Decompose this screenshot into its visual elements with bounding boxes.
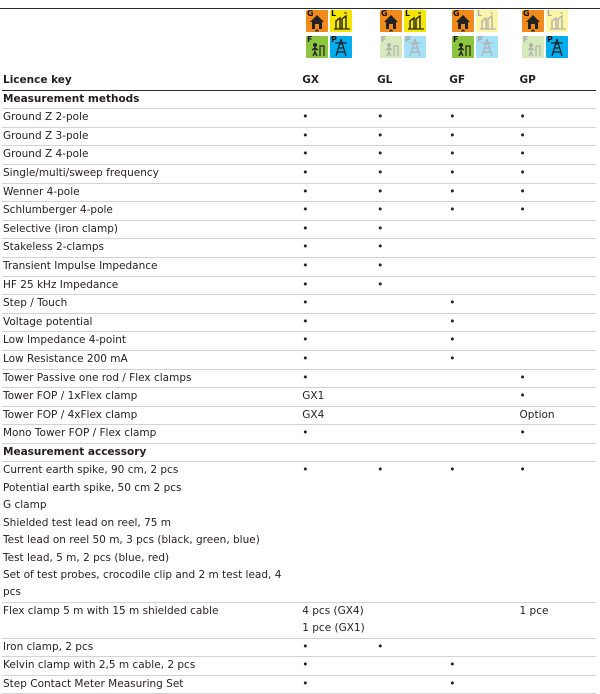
gf-cell [448,425,518,444]
table-row [2,220,596,239]
gp-cell [519,295,596,314]
row-label: Single/multi/sweep frequency [3,166,159,179]
gx-cell: • [302,640,309,653]
gp-cell [519,276,596,295]
licence-table [2,72,596,694]
gp-cell [519,332,596,351]
row-label: Step Contact Meter Measuring Set [3,677,184,690]
section-title: Measurement accessory [3,445,147,458]
gx-cell: • [302,259,309,272]
section-measurement-methods [2,90,596,109]
row-label: Step / Touch [3,297,68,310]
icon-letter: F [381,35,387,44]
gf-cell [448,388,518,407]
gx-cell [301,602,376,638]
gl-cell: • [377,464,384,477]
row-label: Iron clamp, 2 pcs [3,640,94,653]
gf-cell [448,239,518,258]
gl-cell: • [377,259,384,272]
ground-icon [380,10,402,32]
row-label: Ground Z 3-pole [3,129,89,142]
gx-cell: GX4 [302,408,325,421]
gp-cell: • [519,204,526,217]
gp-cell [519,313,596,332]
icon-letter: L [405,9,411,18]
gp-cell [519,239,596,258]
icon-letter: G [307,9,314,18]
gl-cell: • [377,129,384,142]
gf-cell: • [449,185,456,198]
gx-cell-line: 4 pcs (GX4) [302,604,364,617]
gp-cell [519,257,596,276]
line-icon [404,10,426,32]
table-row [2,638,596,657]
gp-cell: • [519,390,526,403]
gp-cell [519,675,596,694]
gf-cell: • [449,659,456,672]
gx-cell: • [302,278,309,291]
icon-letter: P [547,35,553,44]
table-row [2,332,596,351]
icon-letter: L [331,9,337,18]
gp-cell: • [519,166,526,179]
gx-cell: • [302,204,309,217]
gp-cell: • [519,464,526,477]
field-icon [452,36,474,58]
gx-cell: • [302,297,309,310]
gf-cell: • [449,111,456,124]
gf-cell [448,369,518,388]
icon-set-gx [306,10,354,68]
gl-cell: • [377,640,384,653]
icon-letter: F [453,35,459,44]
gx-cell: • [302,334,309,347]
table-row [2,239,596,258]
table-row [2,127,596,146]
gx-cell: • [302,352,309,365]
licence-key-label: Licence key [3,74,72,86]
table-row [2,425,596,444]
accessory-item: G clamp [3,499,47,512]
icon-letter: L [477,9,483,18]
icon-letter: P [477,35,483,44]
ground-icon [522,10,544,32]
gl-cell [376,295,448,314]
field-icon [306,36,328,58]
gl-cell [376,602,448,638]
gp-cell: • [519,185,526,198]
row-label: Mono Tower FOP / Flex clamp [3,427,157,440]
gp-cell: • [519,148,526,161]
gx-cell: • [302,148,309,161]
row-label: Selective (iron clamp) [3,222,118,235]
gf-cell [448,220,518,239]
gl-cell [376,350,448,369]
gx-cell: • [302,371,309,384]
gx-cell: • [302,185,309,198]
accessory-item: Set of test probes, crocodile clip and 2 m test lead, 4 pcs [3,568,282,599]
table-row [2,257,596,276]
table-row [2,276,596,295]
gl-cell [376,406,448,425]
gf-cell [448,276,518,295]
gf-cell: • [449,352,456,365]
gp-cell: • [519,427,526,440]
icon-letter: G [523,9,530,18]
gl-cell: • [377,148,384,161]
pylon-icon [404,36,426,58]
gp-cell: Option [519,408,555,421]
gx-cell: GX1 [302,390,325,403]
col-gl-header: GL [377,74,393,86]
gf-cell: • [449,148,456,161]
gl-cell: • [377,166,384,179]
icon-letter: F [307,35,313,44]
gx-cell: • [302,427,309,440]
gl-cell: • [377,241,384,254]
ground-icon [452,10,474,32]
accessory-item: Shielded test lead on reel, 75 m [3,516,171,529]
gf-cell: • [449,315,456,328]
gx-cell: • [302,677,309,690]
row-label: Tower Passive one rod / Flex clamps [3,371,192,384]
gp-cell: • [519,129,526,142]
table-row [2,202,596,221]
accessory-item: Test lead on reel 50 m, 3 pcs (black, green, blue) [3,534,260,547]
icon-set-gl [380,10,428,68]
icon-letter: G [453,9,460,18]
table-row [2,313,596,332]
gf-cell: • [449,677,456,690]
table-row [2,406,596,425]
row-label: Low Resistance 200 mA [3,352,128,365]
field-icon [380,36,402,58]
gl-cell: • [377,278,384,291]
gf-cell [448,638,518,657]
table-row [2,657,596,676]
gl-cell [376,369,448,388]
table-row [2,295,596,314]
row-label: Voltage potential [3,315,93,328]
icon-letter: F [523,35,529,44]
icon-set-gp [522,10,570,68]
accessory-group-row [2,462,596,602]
gx-cell: • [302,111,309,124]
top-rule [0,8,600,9]
flex-clamp-row [2,602,596,638]
icon-letter: G [381,9,388,18]
row-label: Ground Z 4-pole [3,148,89,161]
accessory-item: Test lead, 5 m, 2 pcs (blue, red) [3,551,170,564]
section-measurement-accessory [2,443,596,462]
table-row [2,350,596,369]
pylon-icon [546,36,568,58]
gl-cell: • [377,204,384,217]
col-gx-header: GX [302,74,319,86]
section-title: Measurement methods [3,92,140,105]
table-row [2,675,596,694]
gx-cell: • [302,315,309,328]
row-label: Transient Impulse Impedance [3,259,158,272]
row-label: Tower FOP / 1xFlex clamp [3,390,138,403]
gl-cell [376,675,448,694]
gp-cell [519,657,596,676]
gl-cell [376,425,448,444]
gf-cell: • [449,297,456,310]
pylon-icon [330,36,352,58]
gl-cell [376,313,448,332]
row-label: Low Impedance 4-point [3,334,127,347]
row-label: Flex clamp 5 m with 15 m shielded cable [3,604,219,617]
line-icon [546,10,568,32]
gp-cell [519,638,596,657]
gp-cell [519,220,596,239]
col-gp-header: GP [519,74,536,86]
ground-icon [306,10,328,32]
table-row [2,146,596,165]
gx-cell: • [302,464,309,477]
gp-cell: 1 pce [519,604,549,617]
icon-letter: L [547,9,553,18]
gl-cell: • [377,222,384,235]
icon-letter: P [405,35,411,44]
line-icon [330,10,352,32]
gl-cell: • [377,185,384,198]
icon-letter: P [331,35,337,44]
gx-cell: • [302,659,309,672]
licence-key-row [2,72,596,90]
gx-cell: • [302,129,309,142]
table-row [2,388,596,407]
row-label: Ground Z 2-pole [3,111,89,124]
icon-set-gf [452,10,500,68]
gf-cell: • [449,334,456,347]
licence-icons [0,10,600,68]
gl-cell [376,657,448,676]
table-row [2,164,596,183]
gf-cell: • [449,204,456,217]
row-label: Wenner 4-pole [3,185,80,198]
gf-cell [448,602,518,638]
gl-cell: • [377,111,384,124]
gf-cell: • [449,464,456,477]
gf-cell [448,406,518,425]
row-label: Schlumberger 4-pole [3,204,113,217]
gp-cell: • [519,371,526,384]
col-gf-header: GF [449,74,466,86]
gx-cell: • [302,222,309,235]
gf-cell: • [449,166,456,179]
row-label: Kelvin clamp with 2,5 m cable, 2 pcs [3,659,196,672]
row-label: HF 25 kHz Impedance [3,278,119,291]
gl-cell [376,332,448,351]
gx-cell-line: 1 pce (GX1) [302,622,365,635]
gx-cell: • [302,241,309,254]
line-icon [476,10,498,32]
accessory-list [2,462,301,602]
gx-cell: • [302,166,309,179]
accessory-item: Potential earth spike, 50 cm 2 pcs [3,481,182,494]
gf-cell: • [449,129,456,142]
pylon-icon [476,36,498,58]
table-row [2,369,596,388]
gl-cell [376,388,448,407]
accessory-item: Current earth spike, 90 cm, 2 pcs [3,464,179,477]
table-row [2,183,596,202]
gp-cell: • [519,111,526,124]
field-icon [522,36,544,58]
row-label: Stakeless 2-clamps [3,241,104,254]
table-row [2,109,596,128]
gf-cell [448,257,518,276]
row-label: Tower FOP / 4xFlex clamp [3,408,138,421]
gp-cell [519,350,596,369]
